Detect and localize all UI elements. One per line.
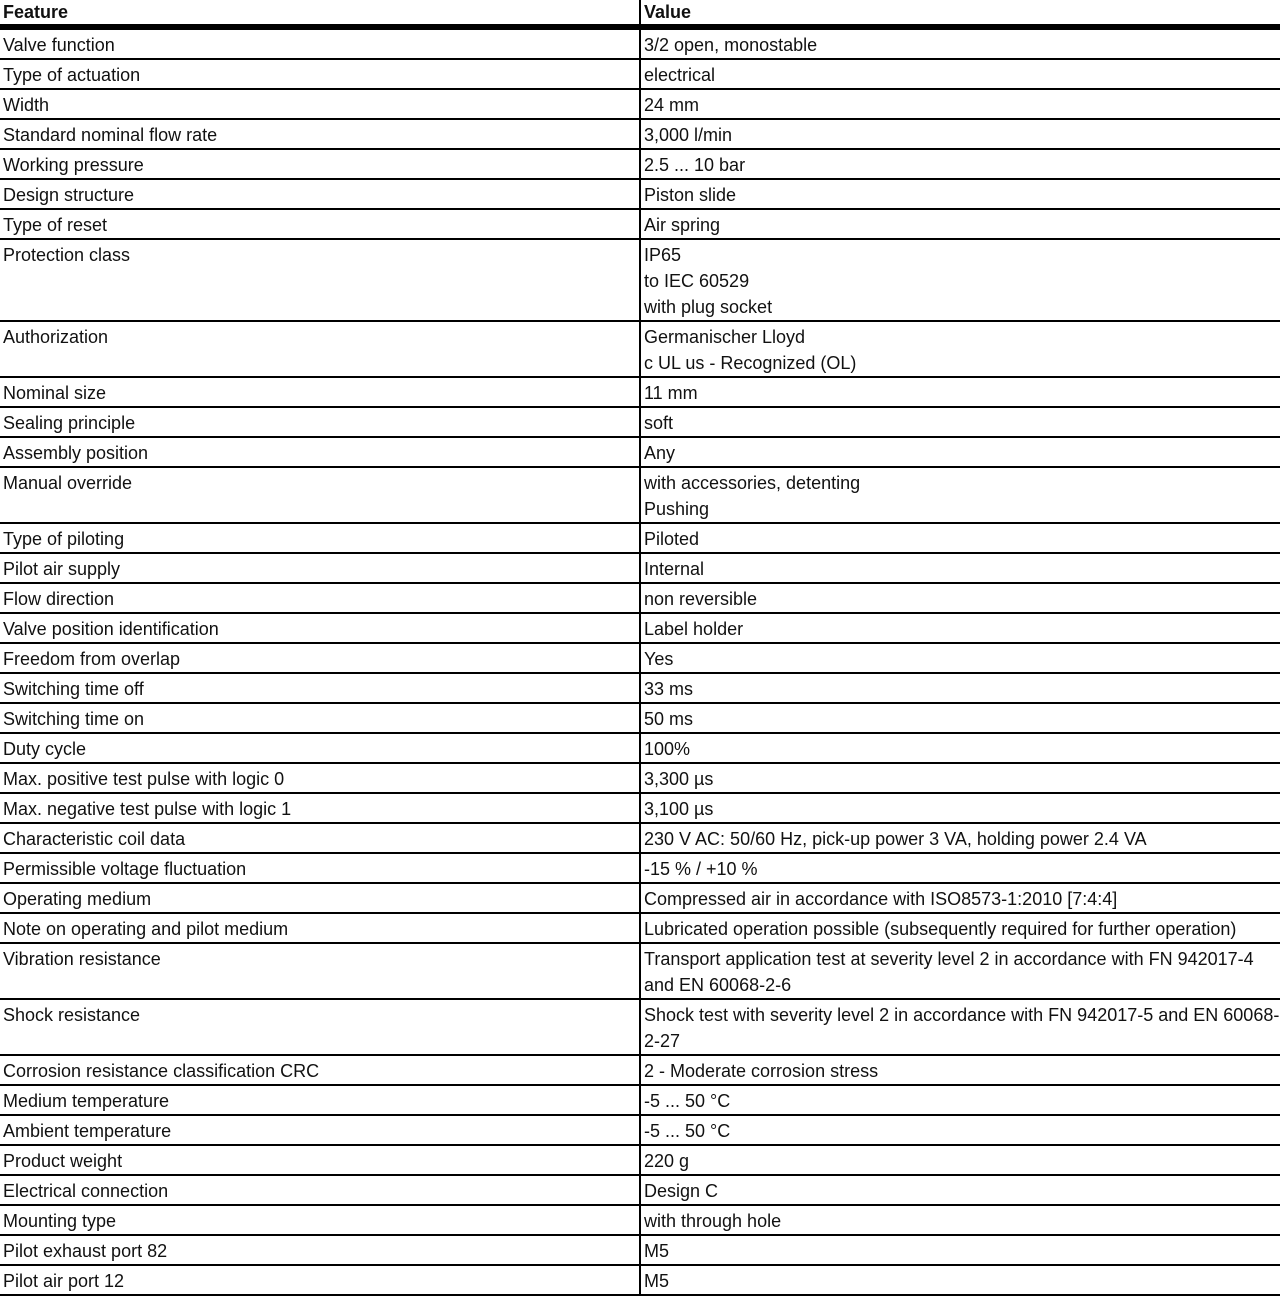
feature-cell: Mounting type [0, 1205, 640, 1235]
value-cell [640, 1085, 1280, 1115]
value-cell [640, 673, 1280, 703]
value-cell [640, 733, 1280, 763]
table-row [0, 999, 1280, 1055]
value-cell [640, 89, 1280, 119]
value-line: Lubricated operation possible (subsequently required for further operation) [644, 919, 1237, 939]
table-row [0, 943, 1280, 999]
table-row [0, 209, 1280, 239]
feature-cell: Medium temperature [0, 1085, 640, 1115]
value-line: Pushing [644, 499, 710, 519]
value-cell [640, 1145, 1280, 1175]
value-cell [640, 523, 1280, 553]
feature-cell: Design structure [0, 179, 640, 209]
value-line: 3/2 open, monostable [644, 35, 818, 55]
value-line: with plug socket [644, 297, 773, 317]
table-row [0, 1115, 1280, 1145]
value-cell [640, 467, 1280, 523]
value-cell [640, 583, 1280, 613]
value-line: 230 V AC: 50/60 Hz, pick-up power 3 VA, holding power 2.4 VA [644, 829, 1147, 849]
value-line: 220 g [644, 1151, 690, 1171]
feature-cell: Manual override [0, 467, 640, 523]
feature-cell: Standard nominal flow rate [0, 119, 640, 149]
value-cell [640, 1235, 1280, 1265]
feature-cell: Corrosion resistance classification CRC [0, 1055, 640, 1085]
value-line: Piston slide [644, 185, 737, 205]
value-line: to IEC 60529 [644, 271, 750, 291]
feature-cell: Duty cycle [0, 733, 640, 763]
feature-cell: Type of actuation [0, 59, 640, 89]
value-cell [640, 1175, 1280, 1205]
value-line: 11 mm [644, 383, 698, 403]
table-row [0, 673, 1280, 703]
value-cell [640, 913, 1280, 943]
value-line: -5 ... 50 °C [644, 1091, 731, 1111]
value-cell [640, 1205, 1280, 1235]
value-cell [640, 27, 1280, 59]
table-row [0, 553, 1280, 583]
value-cell [640, 149, 1280, 179]
value-line: IP65 [644, 245, 682, 265]
feature-cell: Max. positive test pulse with logic 0 [0, 763, 640, 793]
value-line: electrical [644, 65, 716, 85]
value-cell [640, 943, 1280, 999]
value-cell [640, 239, 1280, 321]
value-cell [640, 59, 1280, 89]
value-line: M5 [644, 1271, 670, 1291]
value-cell [640, 1265, 1280, 1295]
feature-cell: Width [0, 89, 640, 119]
table-row [0, 853, 1280, 883]
table-row [0, 1055, 1280, 1085]
feature-cell: Note on operating and pilot medium [0, 913, 640, 943]
feature-cell: Switching time off [0, 673, 640, 703]
feature-cell: Protection class [0, 239, 640, 321]
value-cell [640, 883, 1280, 913]
value-line: Piloted [644, 529, 700, 549]
feature-cell: Max. negative test pulse with logic 1 [0, 793, 640, 823]
value-line: 3,100 µs [644, 799, 714, 819]
value-cell [640, 377, 1280, 407]
value-cell [640, 119, 1280, 149]
feature-cell: Pilot air port 12 [0, 1265, 640, 1295]
value-line: -5 ... 50 °C [644, 1121, 731, 1141]
table-row [0, 27, 1280, 59]
value-line: Air spring [644, 215, 721, 235]
feature-cell: Working pressure [0, 149, 640, 179]
table-row [0, 613, 1280, 643]
value-line: 3,300 µs [644, 769, 714, 789]
feature-cell: Nominal size [0, 377, 640, 407]
table-row [0, 1205, 1280, 1235]
table-body [0, 27, 1280, 1295]
value-line: soft [644, 413, 674, 433]
feature-cell: Ambient temperature [0, 1115, 640, 1145]
feature-cell: Sealing principle [0, 407, 640, 437]
table-row [0, 59, 1280, 89]
table-row [0, 437, 1280, 467]
value-line: Label holder [644, 619, 744, 639]
value-line: Internal [644, 559, 705, 579]
value-cell [640, 1055, 1280, 1085]
table-row [0, 1265, 1280, 1295]
feature-cell: Permissible voltage fluctuation [0, 853, 640, 883]
table-row [0, 89, 1280, 119]
value-cell [640, 823, 1280, 853]
value-cell [640, 853, 1280, 883]
feature-cell: Pilot air supply [0, 553, 640, 583]
feature-cell: Vibration resistance [0, 943, 640, 999]
value-line: 50 ms [644, 709, 694, 729]
feature-cell: Type of reset [0, 209, 640, 239]
table-row [0, 763, 1280, 793]
value-line: Yes [644, 649, 674, 669]
table-row [0, 1085, 1280, 1115]
feature-cell: Valve function [0, 27, 640, 59]
value-cell [640, 179, 1280, 209]
table-row [0, 1145, 1280, 1175]
value-line: 2.5 ... 10 bar [644, 155, 746, 175]
value-cell [640, 553, 1280, 583]
value-line: Germanischer Lloyd [644, 327, 806, 347]
value-line: 100% [644, 739, 691, 759]
feature-cell: Freedom from overlap [0, 643, 640, 673]
table-row [0, 703, 1280, 733]
table-row [0, 239, 1280, 321]
value-line: 24 mm [644, 95, 700, 115]
value-cell [640, 643, 1280, 673]
table-row [0, 583, 1280, 613]
value-line: c UL us - Recognized (OL) [644, 353, 857, 373]
table-row [0, 733, 1280, 763]
table-row [0, 793, 1280, 823]
feature-cell: Pilot exhaust port 82 [0, 1235, 640, 1265]
value-cell [640, 703, 1280, 733]
feature-column-header: Feature [0, 0, 640, 27]
value-column-header: Value [640, 0, 1280, 27]
table-row [0, 377, 1280, 407]
table-row [0, 523, 1280, 553]
feature-cell: Characteristic coil data [0, 823, 640, 853]
table-row [0, 823, 1280, 853]
value-line: 2 - Moderate corrosion stress [644, 1061, 879, 1081]
table-row [0, 119, 1280, 149]
value-cell [640, 321, 1280, 377]
value-line: Design C [644, 1181, 719, 1201]
value-line: with accessories, detenting [644, 473, 861, 493]
value-line: -15 % / +10 % [644, 859, 758, 879]
value-line: Compressed air in accordance with ISO8573-1:2010 [7:4:4] [644, 889, 1118, 909]
value-cell [640, 1115, 1280, 1145]
value-cell [640, 209, 1280, 239]
table-row [0, 179, 1280, 209]
feature-cell: Switching time on [0, 703, 640, 733]
feature-cell: Product weight [0, 1145, 640, 1175]
value-line: Shock test with severity level 2 in accordance with FN 942017-5 and EN 60068-2-27 [644, 1005, 1280, 1051]
value-line: 33 ms [644, 679, 694, 699]
value-line: Transport application test at severity level 2 in accordance with FN 942017-4 and EN 60068-2-6 [644, 949, 1254, 995]
table-row [0, 913, 1280, 943]
value-line: 3,000 l/min [644, 125, 733, 145]
value-cell [640, 437, 1280, 467]
table-row [0, 883, 1280, 913]
header-row [0, 0, 1280, 27]
value-cell [640, 613, 1280, 643]
table-row [0, 1175, 1280, 1205]
feature-cell: Assembly position [0, 437, 640, 467]
feature-cell: Operating medium [0, 883, 640, 913]
table-row [0, 149, 1280, 179]
table-row [0, 643, 1280, 673]
table-row [0, 467, 1280, 523]
feature-cell: Flow direction [0, 583, 640, 613]
feature-cell: Type of piloting [0, 523, 640, 553]
table-row [0, 1235, 1280, 1265]
feature-cell: Electrical connection [0, 1175, 640, 1205]
value-cell [640, 793, 1280, 823]
feature-cell: Authorization [0, 321, 640, 377]
table-row [0, 407, 1280, 437]
table-header [0, 0, 1280, 27]
feature-cell: Shock resistance [0, 999, 640, 1055]
feature-cell: Valve position identification [0, 613, 640, 643]
table-row [0, 321, 1280, 377]
value-line: M5 [644, 1241, 670, 1261]
value-line: non reversible [644, 589, 758, 609]
value-line: with through hole [644, 1211, 782, 1231]
value-cell [640, 407, 1280, 437]
value-cell [640, 763, 1280, 793]
value-cell [640, 999, 1280, 1055]
value-line: Any [644, 443, 676, 463]
